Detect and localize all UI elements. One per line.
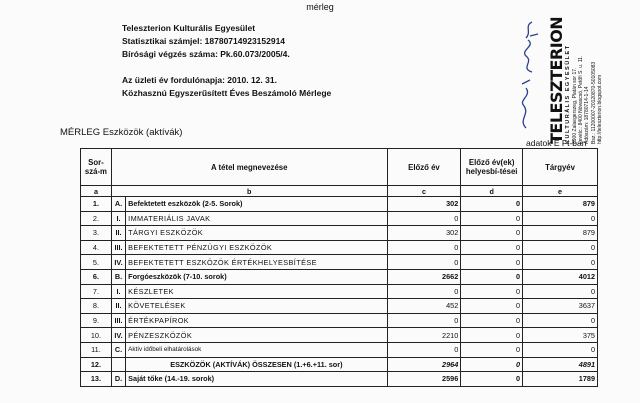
- row-letter: II.: [111, 299, 125, 314]
- row-letter: I.: [111, 284, 125, 299]
- table-row: [81, 299, 598, 314]
- row-name: Saját tőke (14.-19. sorok): [126, 372, 387, 387]
- row-name: BEFEKTETETT ESZKÖZÖK ÉRTÉKHELYESBÍTÉSE: [126, 255, 387, 270]
- table-row: [81, 357, 598, 372]
- row-adj-value: 0: [461, 226, 523, 241]
- row-letter: I.: [111, 211, 125, 226]
- table-row: [81, 211, 598, 226]
- table-row: [81, 197, 598, 212]
- stamp-tax-number: Adószám: 18780714-1-14: [584, 86, 591, 144]
- col-letter-b: b: [111, 186, 387, 197]
- table-row: [81, 342, 598, 357]
- row-curr-value: 4012: [523, 269, 598, 284]
- stamp-address: 8900 Zalaegerszeg, Platán sor 17.: [572, 67, 578, 144]
- row-curr-value: 3637: [523, 299, 598, 314]
- stat-number: Statisztikai számjel: 18780714923152914: [122, 36, 286, 46]
- col-header-adj: Előző év(ek) helyesbí-tései: [461, 149, 523, 186]
- row-letter: IV.: [111, 255, 125, 270]
- row-adj-value: 0: [461, 269, 523, 284]
- row-prev-value: 302: [387, 226, 461, 241]
- unit-note: adatok E Ft-ban: [526, 138, 587, 148]
- row-adj-value: 0: [461, 328, 523, 343]
- row-prev-value: 0: [387, 313, 461, 328]
- stamp-bank-account: Bsz.: 11200007-20120870-50105083: [590, 61, 597, 144]
- row-number: 7.: [81, 284, 112, 299]
- row-name: IMMATERIÁLIS JAVAK: [126, 211, 387, 226]
- col-header-sorszam: Sor-szá-m: [81, 149, 112, 186]
- row-curr-value: 0: [523, 313, 598, 328]
- stamp-subtitle: KULTURÁLIS EGYESÜLET: [565, 44, 571, 144]
- table-row: [81, 313, 598, 328]
- table-row: [81, 226, 598, 241]
- row-curr-value: 0: [523, 284, 598, 299]
- row-letter: III.: [111, 313, 125, 328]
- row-name: Forgóeszközök (7-10. sorok): [126, 269, 387, 284]
- page-top-label: mérleg: [306, 2, 334, 12]
- row-letter: [111, 357, 125, 372]
- row-adj-value: 0: [461, 240, 523, 255]
- row-name: KÉSZLETEK: [126, 284, 387, 299]
- row-name: BEFEKTETETT PÉNZÜGYI ESZKÖZÖK: [126, 240, 387, 255]
- row-name: Befektetett eszközök (2-5. Sorok): [126, 197, 387, 212]
- row-letter: A.: [111, 197, 125, 212]
- col-header-prev: Előző év: [387, 149, 461, 186]
- row-name: ESZKÖZÖK (AKTÍVÁK) ÖSSZESEN (1.+6.+11. sor): [126, 357, 387, 372]
- row-prev-value: 0: [387, 284, 461, 299]
- row-curr-value: 375: [523, 328, 598, 343]
- row-adj-value: 0: [461, 313, 523, 328]
- row-curr-value: 0: [523, 255, 598, 270]
- row-adj-value: 0: [461, 211, 523, 226]
- row-number: 2.: [81, 211, 112, 226]
- row-prev-value: 452: [387, 299, 461, 314]
- row-number: 13.: [81, 372, 112, 387]
- row-name: TÁRGYI ESZKÖZÖK: [126, 226, 387, 241]
- row-adj-value: 0: [461, 342, 523, 357]
- row-number: 4.: [81, 240, 112, 255]
- table-header-row: [81, 149, 598, 186]
- row-prev-value: 0: [387, 255, 461, 270]
- row-number: 9.: [81, 313, 112, 328]
- row-letter: III.: [111, 240, 125, 255]
- row-number: 10.: [81, 328, 112, 343]
- table-row: [81, 240, 598, 255]
- row-letter: D.: [111, 372, 125, 387]
- row-number: 1.: [81, 197, 112, 212]
- row-prev-value: 2964: [387, 357, 461, 372]
- row-number: 8.: [81, 299, 112, 314]
- row-prev-value: 2596: [387, 372, 461, 387]
- row-curr-value: 0: [523, 240, 598, 255]
- stamp-mail-address: Levélc.: 8400 Nóvascsó, Petőfi S. u. 11.: [578, 55, 585, 144]
- row-letter: II.: [111, 226, 125, 241]
- row-name: ÉRTÉKPAPÍROK: [126, 313, 387, 328]
- row-curr-value: 0: [523, 342, 598, 357]
- document-header: [122, 22, 331, 100]
- row-name: KÖVETELÉSEK: [126, 299, 387, 314]
- balance-sheet-table: [80, 148, 598, 387]
- row-number: 6.: [81, 269, 112, 284]
- stamp-title: TELESZTERION: [547, 16, 566, 144]
- row-letter: B.: [111, 269, 125, 284]
- section-title: MÉRLEG Eszközök (aktívák): [60, 127, 183, 138]
- row-name: PÉNZESZKÖZÖK: [126, 328, 387, 343]
- col-header-name: A tétel megnevezése: [111, 149, 387, 186]
- report-title: Közhasznú Egyszerűsített Éves Beszámoló Mérlege: [122, 88, 332, 98]
- row-number: 11.: [81, 342, 112, 357]
- table-row: [81, 372, 598, 387]
- row-prev-value: 2662: [387, 269, 461, 284]
- stamp-website: http://teleszterion.blogspot.com: [596, 74, 603, 144]
- col-letter-a: a: [81, 186, 112, 197]
- row-prev-value: 302: [387, 197, 461, 212]
- col-letter-e: e: [523, 186, 598, 197]
- row-curr-value: 879: [523, 226, 598, 241]
- table-row: [81, 284, 598, 299]
- row-curr-value: 879: [523, 197, 598, 212]
- col-header-curr: Tárgyév: [523, 149, 598, 186]
- row-prev-value: 2210: [387, 328, 461, 343]
- table-letter-row: [81, 186, 598, 197]
- table-row: [81, 255, 598, 270]
- row-adj-value: 0: [461, 284, 523, 299]
- row-curr-value: 0: [523, 211, 598, 226]
- row-letter: C.: [111, 342, 125, 357]
- row-number: 5.: [81, 255, 112, 270]
- col-letter-d: d: [461, 186, 523, 197]
- organization-stamp: [548, 14, 622, 144]
- row-adj-value: 0: [461, 357, 523, 372]
- row-adj-value: 0: [461, 197, 523, 212]
- row-name: Aktív időbeli elhatárolások: [126, 342, 387, 357]
- row-adj-value: 0: [461, 255, 523, 270]
- row-prev-value: 0: [387, 342, 461, 357]
- table-row: [81, 269, 598, 284]
- row-number: 12.: [81, 357, 112, 372]
- row-prev-value: 0: [387, 240, 461, 255]
- row-curr-value: 1789: [523, 372, 598, 387]
- row-adj-value: 0: [461, 372, 523, 387]
- row-adj-value: 0: [461, 299, 523, 314]
- row-letter: IV.: [111, 328, 125, 343]
- table-row: [81, 328, 598, 343]
- handwritten-signature: [496, 10, 550, 140]
- org-name: Teleszterion Kulturális Egyesület: [122, 23, 256, 33]
- row-number: 3.: [81, 226, 112, 241]
- col-letter-c: c: [387, 186, 461, 197]
- row-prev-value: 0: [387, 211, 461, 226]
- court-order-number: Bírósági végzés száma: Pk.60.073/2005/4.: [122, 49, 290, 59]
- row-curr-value: 4891: [523, 357, 598, 372]
- closing-date: Az üzleti év fordulónapja: 2010. 12. 31.: [122, 75, 277, 85]
